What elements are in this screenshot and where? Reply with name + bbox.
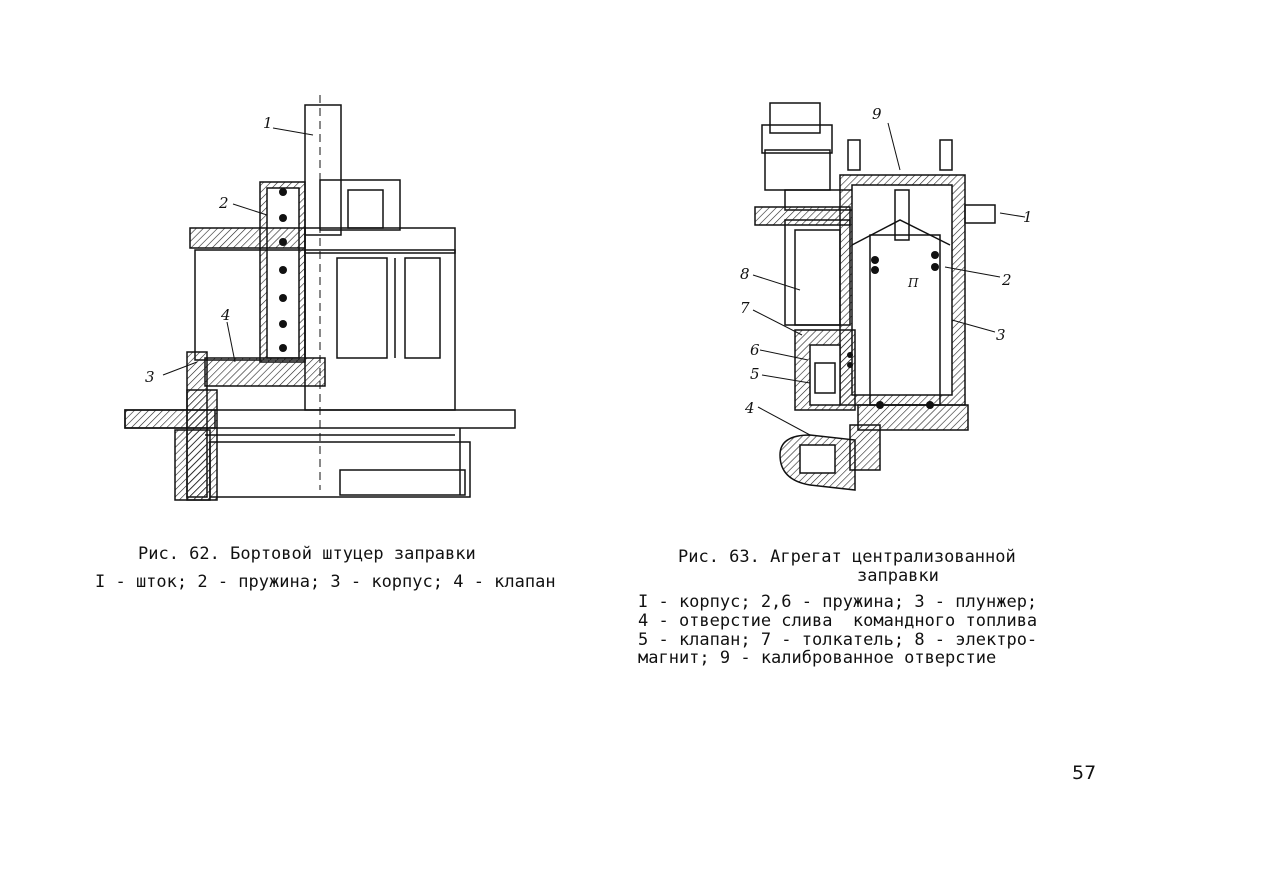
figure-62-caption-legend: I - шток; 2 - пружина; 3 - корпус; 4 - клапан xyxy=(95,572,556,592)
fig63-label-5: 5 xyxy=(750,365,760,383)
figure-62-caption-title: Рис. 62. Бортовой штуцер заправки xyxy=(138,544,476,564)
figure-63-legend-line: магнит; 9 - калиброванное отверстие xyxy=(638,648,997,668)
fig62-label-3: 3 xyxy=(145,368,155,386)
figure-63-legend-line: 4 - отверстие слива командного топлива xyxy=(638,611,1038,631)
figure-63-caption-title-continued: заправки xyxy=(857,566,939,586)
fig62-label-2: 2 xyxy=(219,194,229,212)
figure-63-legend-line: 5 - клапан; 7 - толкатель; 8 - электро- xyxy=(638,630,1038,650)
fig63-label-p: П xyxy=(908,276,919,290)
fig62-label-1: 1 xyxy=(263,114,273,132)
fig63-label-6: 6 xyxy=(750,341,760,359)
fig63-label-9: 9 xyxy=(872,105,882,123)
figure-63-drawing xyxy=(740,95,1040,495)
page-number: 57 xyxy=(1072,762,1097,784)
figure-62-drawing xyxy=(115,90,525,505)
figure-63-legend-line: I - корпус; 2,6 - пружина; 3 - плунжер; xyxy=(638,592,1038,612)
fig62-label-4: 4 xyxy=(221,306,231,324)
fig63-label-2: 2 xyxy=(1002,271,1012,289)
figure-63-caption-title: Рис. 63. Агрегат централизованной xyxy=(678,547,1016,567)
fig63-label-4: 4 xyxy=(745,399,755,417)
fig63-label-7: 7 xyxy=(740,299,750,317)
fig63-label-1: 1 xyxy=(1023,208,1033,226)
fig63-label-8: 8 xyxy=(740,265,750,283)
fig63-label-3: 3 xyxy=(996,326,1006,344)
